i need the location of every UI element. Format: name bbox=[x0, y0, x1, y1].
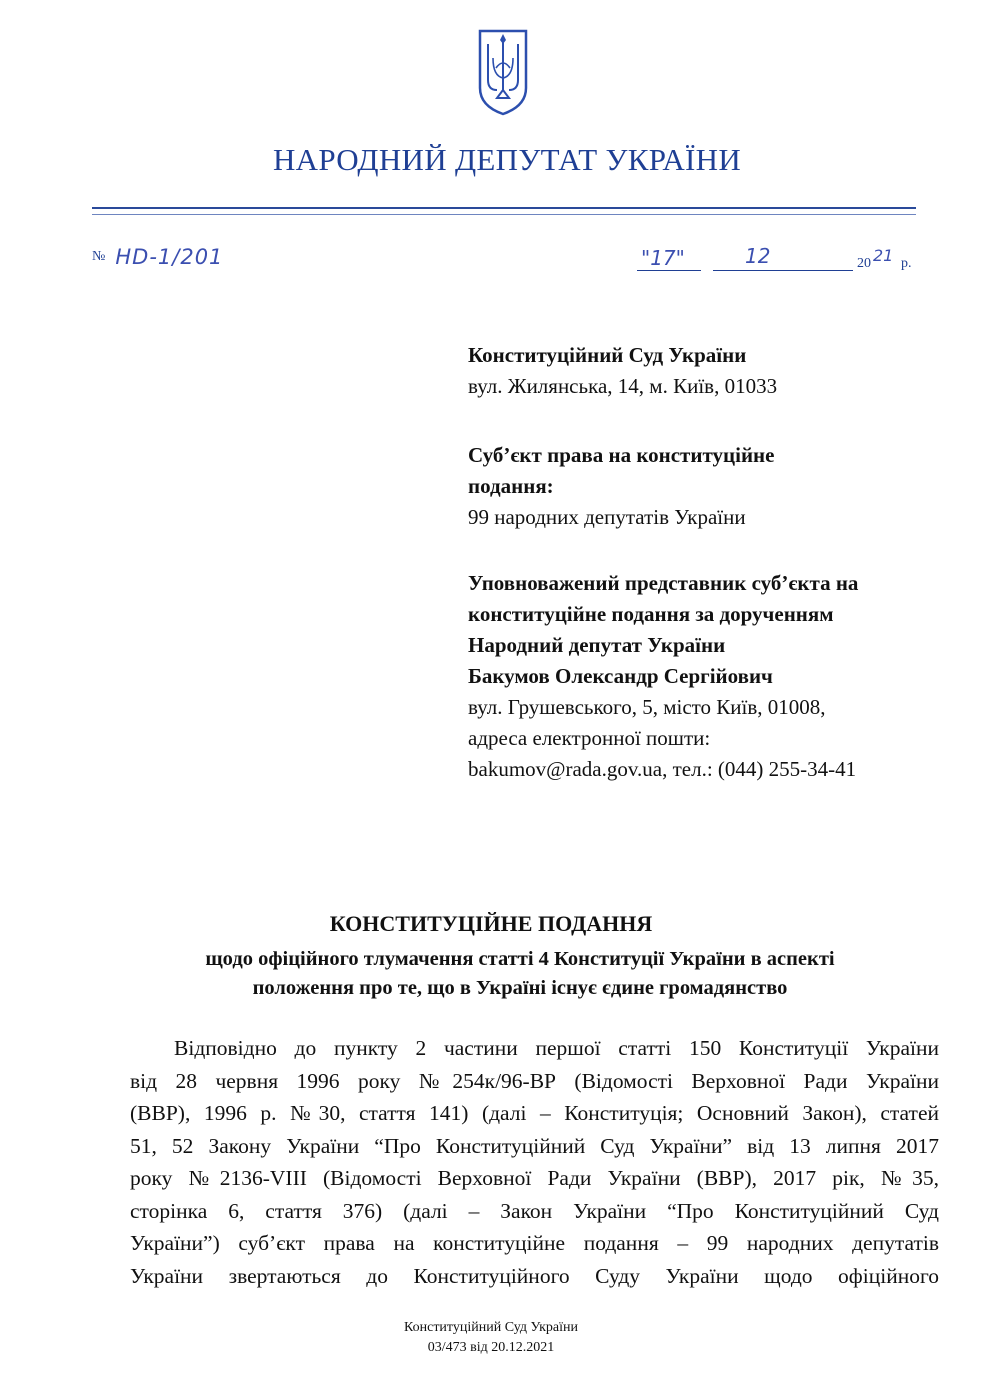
stamp-line-2: 03/473 від 20.12.2021 bbox=[427, 1340, 555, 1355]
addressee-representative bbox=[468, 568, 858, 785]
court-registration-stamp bbox=[0, 1318, 982, 1358]
body-line: України”) суб’єкт права на конституційне подання – 99 народних депутатів bbox=[130, 1231, 939, 1255]
addressee-subject bbox=[468, 440, 774, 533]
rep-line-4: Бакумов Олександр Сергійович bbox=[468, 664, 773, 688]
number-value-handwritten: НD-1/201 bbox=[115, 245, 224, 269]
date-year-prefix: 20 bbox=[857, 256, 871, 271]
outgoing-number bbox=[92, 245, 223, 275]
body-line: сторінка 6, стаття 376) (далі – Закон України “Про Конституційний Суд bbox=[130, 1198, 939, 1223]
tryzub-coat-of-arms-icon bbox=[477, 28, 529, 116]
subject-heading-1: Суб’єкт права на конституційне bbox=[468, 443, 775, 467]
document-subtitle bbox=[130, 945, 910, 1003]
date-month-handwritten: 12 bbox=[745, 244, 771, 268]
rep-contacts: bakumov@rada.gov.ua, тел.: (044) 255-34-41 bbox=[468, 757, 857, 781]
body-line: від 28 червня 1996 року №254к/96-ВР (Відомості Верховної Ради України bbox=[130, 1068, 939, 1093]
outgoing-date bbox=[633, 244, 923, 280]
rep-line-3: Народний депутат України bbox=[468, 633, 726, 657]
rep-line-2: конституційне подання за дорученням bbox=[468, 602, 834, 626]
body-line: року №2136-VIII (Відомості Верховної Ради України (ВВР), 2017 рік, №35, bbox=[130, 1166, 939, 1190]
letterhead-divider bbox=[92, 207, 916, 209]
court-name: Конституційний Суд України bbox=[468, 343, 747, 367]
court-address: вул. Жилянська, 14, м. Київ, 01033 bbox=[468, 374, 778, 398]
date-year-handwritten: 21 bbox=[873, 246, 894, 265]
letterhead-title: НАРОДНИЙ ДЕПУТАТ УКРАЇНИ bbox=[272, 142, 742, 177]
body-line: (ВВР), 1996 р. №30, стаття 141) (далі – Конституція; Основний Закон), статей bbox=[130, 1101, 939, 1125]
letterhead-divider-thin bbox=[92, 214, 916, 215]
rep-email-label: адреса електронної пошти: bbox=[468, 726, 711, 750]
date-month-line bbox=[713, 270, 853, 271]
number-prefix: № bbox=[92, 249, 106, 264]
subject-value: 99 народних депутатів України bbox=[468, 505, 746, 529]
subtitle-line-2: положення про те, що в Україні існує єдине громадянство bbox=[252, 977, 788, 999]
document-title: КОНСТИТУЦІЙНЕ ПОДАННЯ bbox=[329, 911, 653, 936]
date-day-handwritten: "17" bbox=[641, 246, 685, 270]
body-line: Відповідно до пункту 2 частини першої статті 150 Конституції України bbox=[174, 1036, 939, 1060]
document-body bbox=[130, 1032, 939, 1292]
stamp-line-1: Конституційний Суд України bbox=[403, 1320, 579, 1335]
addressee-court bbox=[468, 340, 777, 402]
rep-line-1: Уповноважений представник суб’єкта на bbox=[468, 571, 859, 595]
body-line: 51, 52 Закону України “Про Конституційний Суд України” від 13 липня 2017 bbox=[130, 1133, 939, 1158]
date-suffix: р. bbox=[901, 256, 912, 271]
rep-address: вул. Грушевського, 5, місто Київ, 01008, bbox=[468, 695, 826, 719]
subtitle-line-1: щодо офіційного тлумачення статті 4 Конституції України в аспекті bbox=[205, 948, 835, 970]
body-line: України звертаються до Конституційного Суду України щодо офіційного bbox=[130, 1263, 939, 1288]
subject-heading-2: подання: bbox=[468, 474, 554, 498]
date-day-line bbox=[637, 270, 701, 271]
